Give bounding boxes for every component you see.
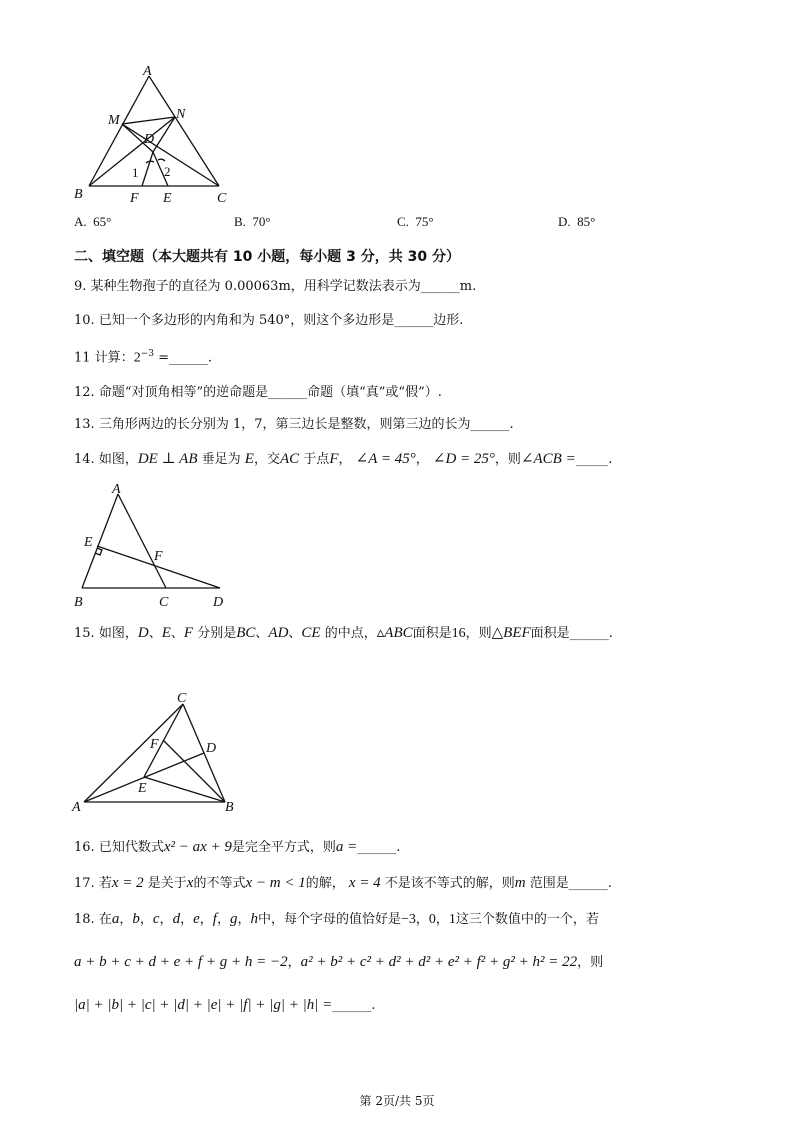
fig8-label-2: 2 [164, 164, 171, 179]
question-11: 11 计算：$2^{-3}$ =______. [74, 349, 213, 366]
question-12: 12. 命题“对顶角相等”的逆命题是______命题（填“真”或“假”）. [74, 385, 442, 400]
answer-blank[interactable]: ______ [568, 876, 608, 891]
fig15-side-ca [84, 704, 183, 802]
choice-c[interactable]: C. 75° [397, 214, 434, 229]
fig8-side-ac [149, 76, 219, 186]
question-18-line-2: a + b + c + d + e + f + g + h = −2，a² + b² + c² + d² + d² + e² + f² + g² + h² = 22，则 [74, 954, 604, 970]
choice-d[interactable]: D. 85° [558, 214, 596, 229]
fig15-label-a: A [72, 800, 81, 815]
page-footer: 第 2页/共 5页 [359, 1094, 435, 1108]
answer-blank[interactable]: _____ [575, 452, 609, 467]
fig8-label-f: F [130, 191, 139, 206]
question-18-line-3: |a| + |b| + |c| + |d| + |e| + |f| + |g| + |h| =______. [74, 997, 376, 1013]
question-17: 17. 若x = 2 是关于x的不等式x − m < 1的解， x = 4 不是该不等式的解，则m 范围是______. [74, 875, 612, 891]
fig14-label-f: F [154, 549, 163, 564]
fig8-label-m: M [108, 113, 120, 128]
choice-b[interactable]: B. 70° [234, 214, 271, 229]
fig14-label-b: B [74, 595, 83, 610]
fig15-label-c: C [177, 691, 187, 706]
question-18: 18. 在a，b，c，d，e，f，g，h中，每个字母的值恰好是−3，0，1这三个数值中的一个，若 [74, 911, 599, 927]
question-15: 15. 如图，D、E、F 分别是BC、AD、CE 的中点，▵ABC面积是16，则△BEF面积是______. [74, 625, 613, 641]
question-10: 10. 已知一个多边形的内角和为 540°，则这个多边形是______边形. [74, 313, 464, 328]
fig8-seg-nd [153, 117, 175, 152]
question-16: 16. 已知代数式x² − ax + 9是完全平方式，则a =______. [74, 839, 401, 855]
answer-blank[interactable]: ______ [268, 385, 308, 400]
fig14-label-c: C [159, 595, 169, 610]
answer-blank[interactable]: ______ [169, 350, 209, 366]
fig8-label-n: N [176, 107, 186, 122]
choice-a[interactable]: A. 65° [74, 214, 112, 229]
fig14-label-e: E [84, 535, 93, 550]
fig14-side-ac [118, 494, 166, 588]
question-13: 13. 三角形两边的长分别为 1，7，第三边长是整数，则第三边的长为______. [74, 417, 514, 432]
fig8-label-e: E [163, 191, 172, 206]
fig8-side-ab [89, 76, 149, 186]
figure-q8 [70, 60, 250, 210]
figure-q14 [70, 478, 250, 613]
figure-q15 [70, 688, 250, 816]
question-9: 9. 某种生物孢子的直径为 0.00063m，用科学记数法表示为______m. [74, 279, 477, 294]
answer-blank[interactable]: ______ [569, 626, 609, 641]
fig14-label-d: D [213, 595, 224, 610]
answer-blank[interactable]: ______ [470, 417, 510, 432]
section-title: 二、填空题（本大题共有 10 小题，每小题 3 分，共 30 分） [74, 249, 460, 265]
fig8-label-a: A [143, 64, 152, 79]
fig15-label-f: F [150, 737, 159, 752]
fig14-label-a: A [112, 482, 121, 497]
fig15-label-e: E [138, 781, 147, 796]
answer-blank[interactable]: ______ [357, 840, 397, 855]
fig8-seg-df [142, 152, 153, 186]
fig8-label-d: D [144, 132, 155, 147]
answer-blank[interactable]: ______ [332, 998, 372, 1013]
question-14: 14. 如图，DE ⊥ AB 垂足为 E，交AC 于点F， ∠A = 45°， ∠D = 25°，则∠ACB =_____. [74, 451, 613, 467]
fig8-angle-2-arc [158, 159, 165, 161]
fig15-label-b: B [225, 800, 234, 815]
fig8-label-b: B [74, 187, 83, 202]
answer-blank[interactable]: ______ [394, 313, 434, 328]
answer-blank[interactable]: ______ [420, 279, 460, 294]
fig15-label-d: D [206, 741, 217, 756]
fig8-label-c: C [217, 191, 227, 206]
fig8-label-1: 1 [132, 165, 139, 180]
